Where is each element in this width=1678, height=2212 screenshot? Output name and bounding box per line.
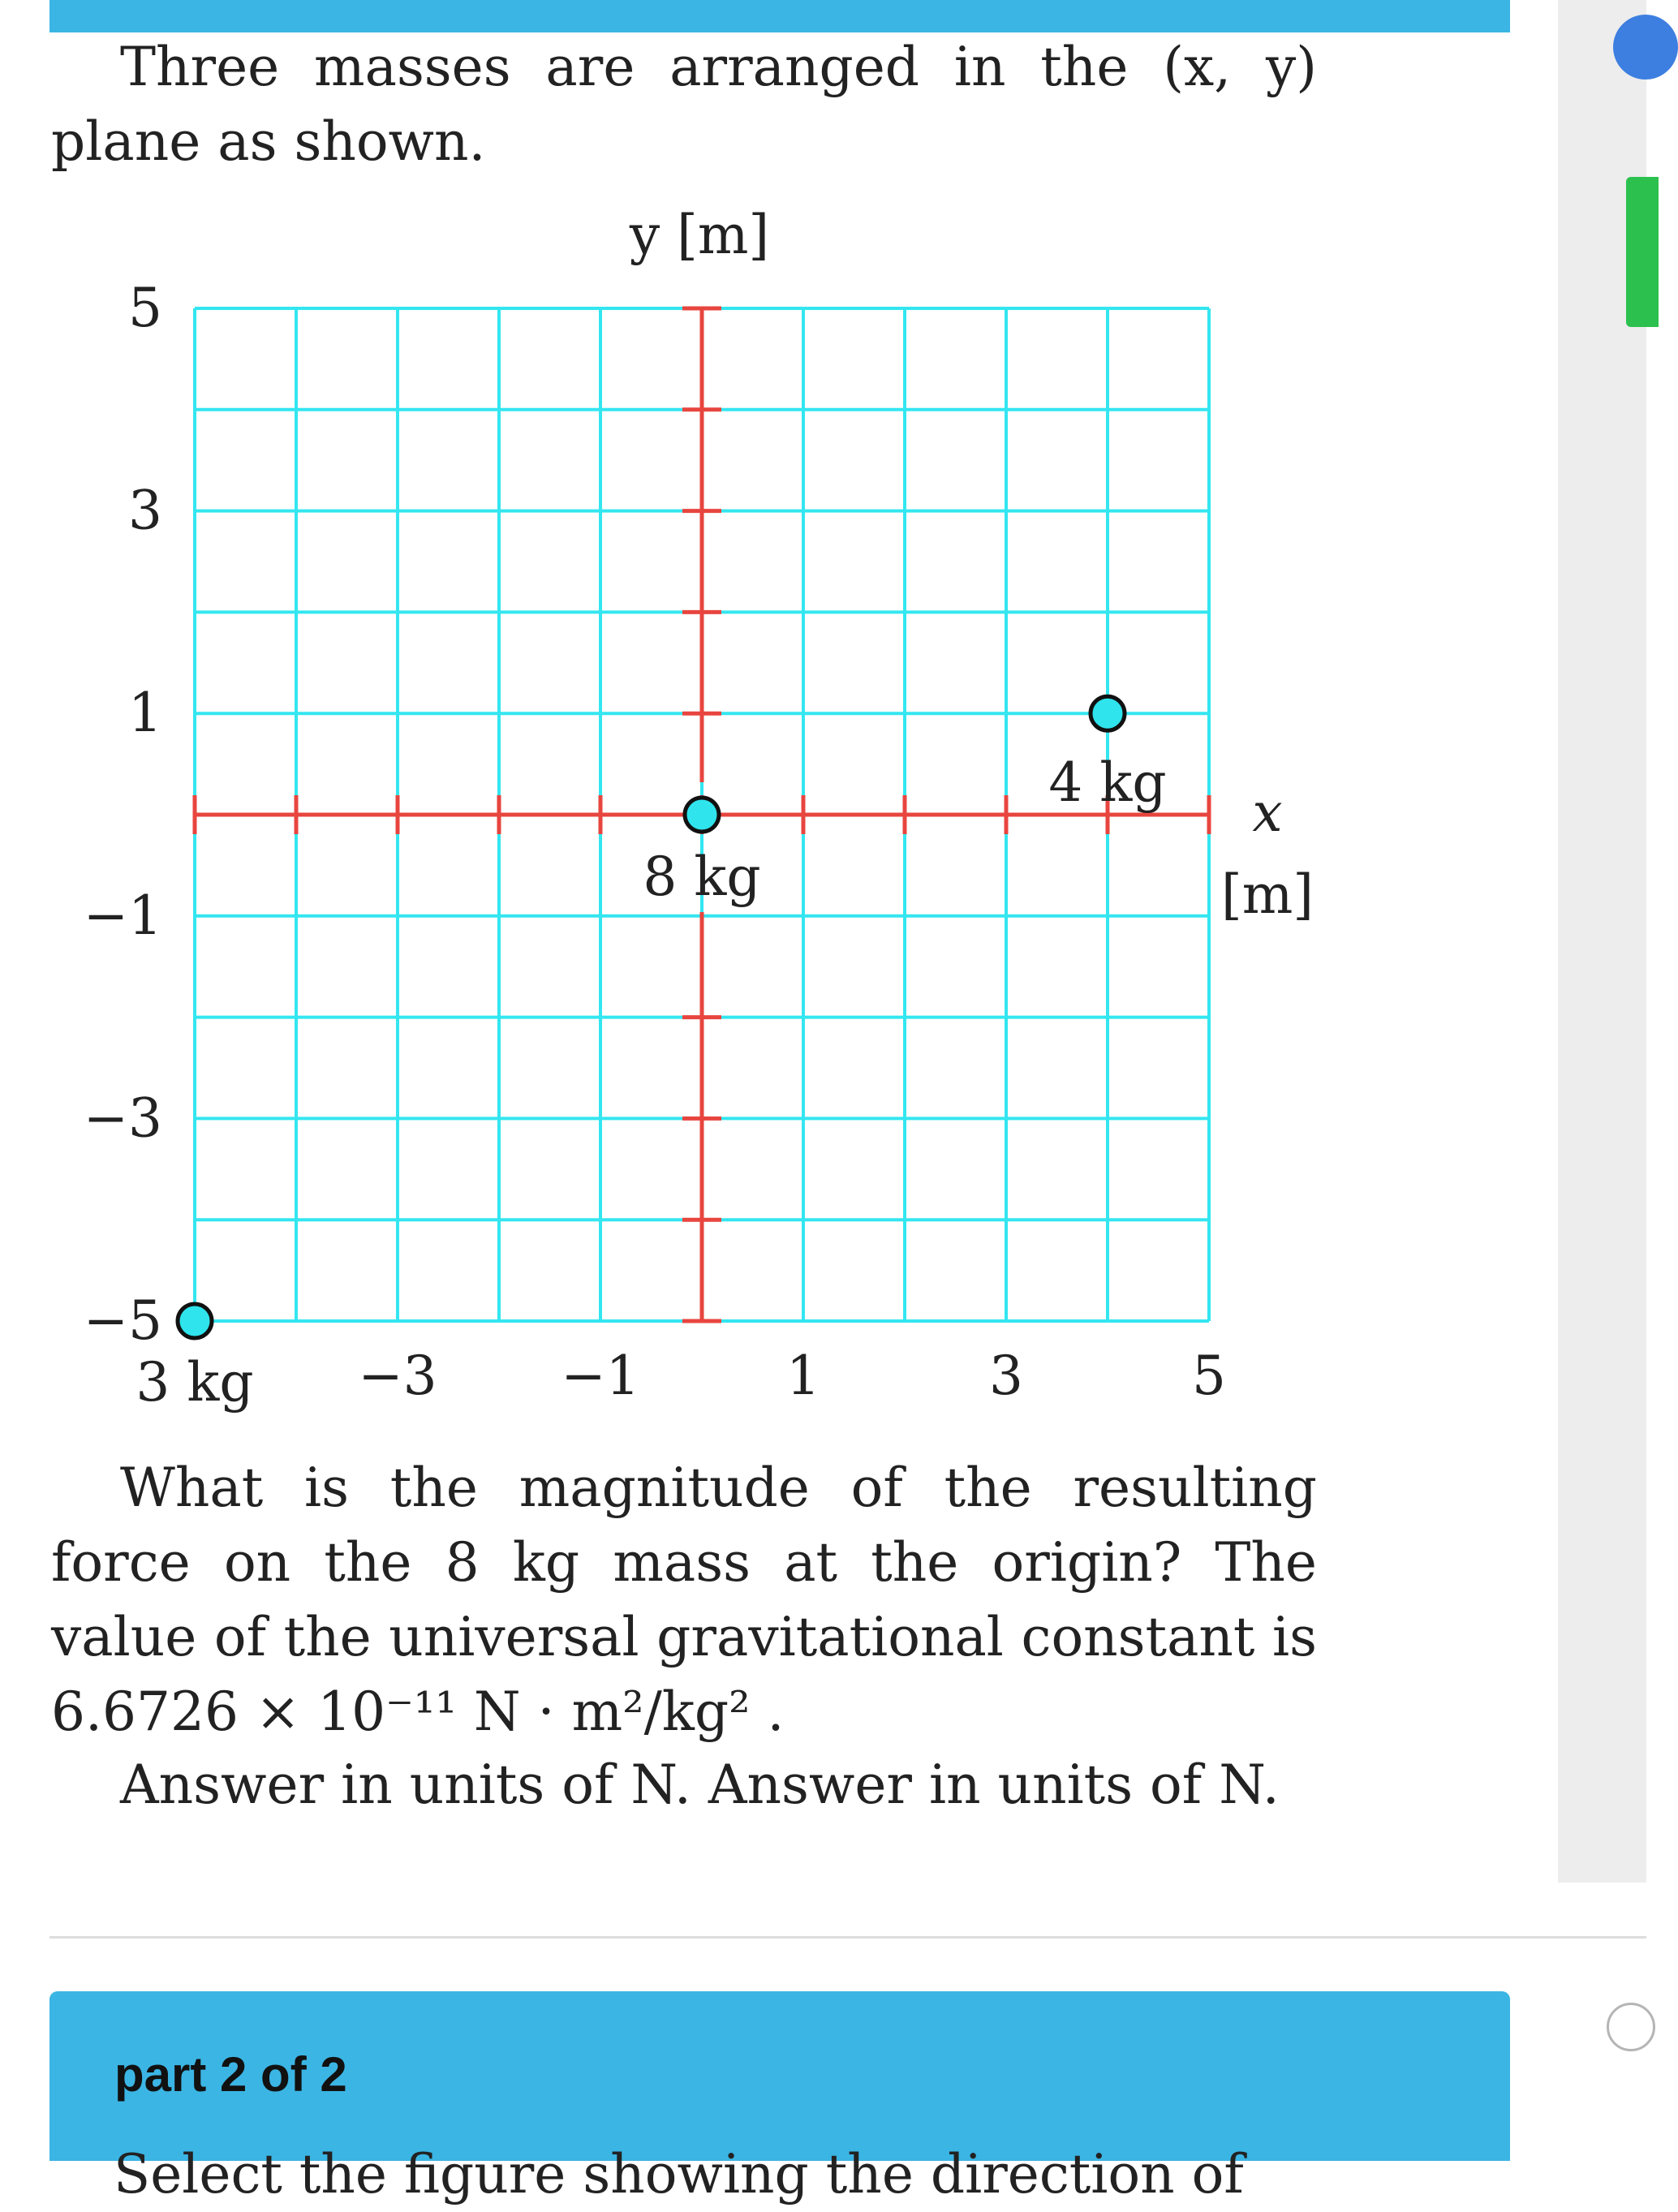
part-2-text: Select the figure showing the direction of — [114, 2143, 1244, 2206]
x-tick-label: 5 — [1192, 1345, 1226, 1407]
problem-intro: Three masses are arranged in the (x, y) plane as shown. — [51, 36, 1317, 173]
x-tick-label: −1 — [561, 1345, 640, 1407]
x-tick-label: 1 — [786, 1345, 820, 1407]
mass-label: 4 kg — [1048, 751, 1167, 815]
y-tick-label: 3 — [128, 479, 162, 542]
tick-labels — [84, 277, 1226, 1407]
problem-question: What is the magnitude of the resulting force on the 8 kg mass at the origin? The value of the universal gravitational constant is 6.6726 × 10⁻¹¹ N · m²/kg² . — [51, 1457, 1317, 1743]
answer-units: Answer in units of N. Answer in units of N. — [120, 1754, 1280, 1816]
mass-label: 3 kg — [136, 1351, 254, 1414]
answer-radio[interactable] — [1607, 2003, 1655, 2051]
mass-marker[interactable] — [178, 1304, 212, 1338]
y-tick-label: −5 — [83, 1289, 162, 1352]
y-tick-label: −1 — [83, 884, 162, 947]
x-axis-label: x — [1252, 781, 1283, 844]
section-divider — [49, 1936, 1646, 1939]
y-tick-label: 5 — [128, 277, 162, 339]
x-tick-label: −3 — [358, 1345, 437, 1407]
mass-marker[interactable] — [685, 798, 719, 832]
masses — [136, 696, 1166, 1414]
part-2-label: part 2 of 2 — [114, 2047, 347, 2102]
x-axis-unit: [m] — [1220, 863, 1314, 926]
y-tick-label: 1 — [128, 682, 162, 745]
y-axis-label: y [m] — [629, 204, 770, 266]
mass-marker[interactable] — [1091, 696, 1125, 730]
y-tick-label: −3 — [83, 1087, 162, 1150]
mass-label: 8 kg — [643, 846, 761, 908]
x-tick-label: 3 — [989, 1345, 1023, 1407]
